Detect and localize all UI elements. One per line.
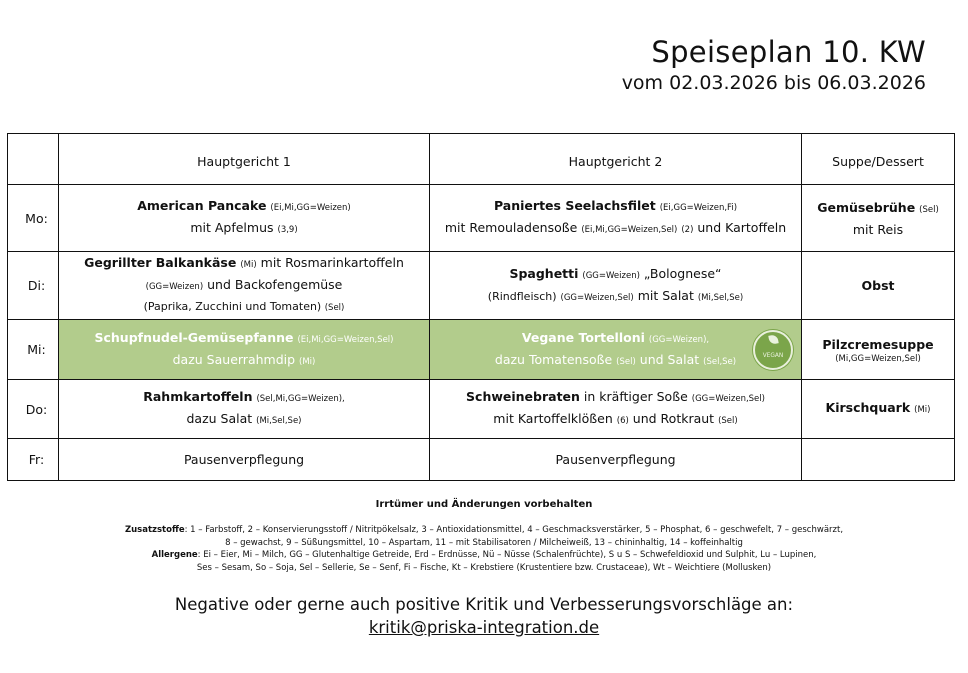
allergen-note: (GG=Weizen,Sel): [691, 394, 765, 404]
disclaimer: Irrtümer und Änderungen vorbehalten: [375, 499, 593, 510]
table-row-tuesday: [8, 252, 955, 320]
allergens-line-2: Ses – Sesam, So – Soja, Sel – Sellerie, Se – Senf, Fi – Fische, Kt – Krebstiere (Krustentiere bzw. Crustaceae), Wt – Weichtiere (Mollusken): [196, 562, 772, 573]
main1-cell: [59, 380, 430, 439]
allergen-note: (Mi): [914, 405, 931, 415]
column-header-main2: Hauptgericht 2: [430, 134, 802, 185]
allergen-note: (Mi): [240, 260, 257, 270]
allergen-note: (Mi,GG=Weizen,Sel): [835, 353, 921, 364]
allergens-text: : Ei – Eier, Mi – Milch, GG – Glutenhaltige Getreide, Erd – Erdnüsse, Nü – Nüsse (Schalenfrüchte), S u S – Schwefeldioxid und Sulphit, Lu – Lupinen,: [197, 550, 817, 560]
dish-name: Vegane Tortelloni: [521, 329, 645, 345]
soup-dessert-cell: [802, 320, 955, 380]
allergens-line-1: [0, 549, 968, 562]
main2-cell: [430, 252, 802, 320]
allergen-note: (Ei,Mi,GG=Weizen,Sel): [297, 334, 394, 345]
allergen-note: (GG=Weizen): [145, 282, 204, 292]
table-row-thursday: [8, 380, 955, 439]
additives-allergens-legend: [0, 524, 968, 574]
dish-name: Schupfnudel-Gemüsepfanne: [94, 329, 294, 345]
dish-name: American Pancake: [137, 198, 267, 213]
date-range: vom 02.03.2026 bis 06.03.2026: [621, 72, 926, 94]
dish-side: und Salat: [639, 351, 700, 367]
allergen-note: (GG=Weizen): [582, 270, 640, 281]
dish-side: (Paprika, Zucchini und Tomaten): [143, 300, 322, 313]
day-label: Fr:: [8, 439, 59, 481]
main2-cell: Pausenverpflegung: [430, 439, 802, 481]
dish-name: Spaghetti: [509, 265, 579, 281]
dish-name: Gemüsebrühe: [817, 199, 916, 215]
feedback-section: [0, 593, 968, 639]
page-title: Speiseplan 10. KW: [651, 35, 926, 69]
dish-name: Paniertes Seelachsfilet: [493, 198, 656, 213]
dish-side: dazu Tomatensoße: [494, 351, 613, 367]
allergen-note: (Sel): [919, 204, 939, 215]
dish-side: (Rindfleisch): [487, 289, 557, 303]
day-label: Di:: [8, 252, 59, 320]
allergen-note: (GG=Weizen),: [648, 334, 710, 345]
dish-side: mit Salat: [637, 287, 694, 303]
allergen-note: (Sel): [324, 303, 345, 313]
day-label: Mo:: [8, 185, 59, 252]
soup-dessert-cell-empty: [802, 439, 955, 481]
allergen-note: (Sel): [718, 416, 738, 426]
main2-cell: [430, 185, 802, 252]
leaf-icon: [768, 334, 778, 344]
allergen-note: (Ei,Mi,GG=Weizen,Sel): [581, 225, 678, 235]
dish-side: „Bolognese“: [643, 265, 722, 281]
main1-cell: [59, 185, 430, 252]
soup-dessert-cell: [802, 252, 955, 320]
allergen-note: (Sel,Mi,GG=Weizen),: [256, 394, 345, 404]
dish-side: mit Kartoffelklößen: [493, 411, 613, 426]
main1-cell: [59, 252, 430, 320]
additive-note: (3,9): [277, 225, 298, 235]
dish-side: mit Reis: [852, 221, 904, 237]
allergen-note: (Mi): [299, 356, 316, 367]
table-row-wednesday: [8, 320, 955, 380]
table-row-friday: [8, 439, 955, 481]
soup-dessert-cell: [802, 380, 955, 439]
soup-dessert-cell: [802, 185, 955, 252]
additives-text: : 1 – Farbstoff, 2 – Konservierungsstoff / Nitritpökelsalz, 3 – Antioxidationsmittel, 4 – Geschmacksverstärker, 5 – Phosphat, 6 – geschwefelt, 7 – geschwärzt,: [184, 525, 844, 535]
allergens-label: Allergene: [151, 550, 198, 560]
dish-name: Rahmkartoffeln: [143, 389, 253, 404]
dish-side: dazu Salat: [186, 411, 253, 426]
dish-side: dazu Sauerrahmdip: [172, 351, 296, 367]
dish-side: mit Remouladensoße: [444, 220, 578, 235]
dish-side: und Rotkraut: [632, 411, 715, 426]
main1-cell: Pausenverpflegung: [59, 439, 430, 481]
day-label: Do:: [8, 380, 59, 439]
additive-note: (2): [681, 225, 694, 235]
menu-table: [7, 133, 955, 481]
dish-side: und Kartoffeln: [697, 220, 787, 235]
allergen-note: (Mi,Sel,Se): [697, 292, 744, 303]
day-label: Mi:: [8, 320, 59, 380]
allergen-note: (Mi,Sel,Se): [256, 416, 302, 426]
header-empty-cell: [8, 134, 59, 185]
header: [622, 34, 926, 96]
dish-side: und Backofengemüse: [207, 277, 343, 292]
dish-side: mit Rosmarinkartoffeln: [260, 255, 404, 270]
dish-name: Schweinebraten: [466, 389, 580, 404]
vegan-badge-icon: [753, 330, 793, 370]
feedback-email-link[interactable]: kritik@priska-integration.de: [368, 618, 600, 637]
dish-name: Gegrillter Balkankäse: [84, 255, 237, 270]
allergen-note: (GG=Weizen,Sel): [560, 292, 634, 303]
main2-cell: [430, 380, 802, 439]
dish-name: Obst: [861, 278, 895, 293]
column-header-main1: Hauptgericht 1: [59, 134, 430, 185]
allergen-note: (Sel,Se): [703, 356, 737, 367]
feedback-text: Negative oder gerne auch positive Kritik und Verbesserungsvorschläge an:: [174, 595, 794, 614]
main2-cell-highlighted: [430, 320, 802, 380]
column-header-soup-dessert: Suppe/Dessert: [802, 134, 955, 185]
dish-name: Kirschquark: [825, 400, 911, 415]
additives-line-2: 8 – gewachst, 9 – Süßungsmittel, 10 – Aspartam, 11 – mit Stabilisatoren / Milcheiweiß, 13 – chininhaltig, 14 – koffeinhaltig: [225, 537, 743, 548]
dish-name: Pilzcremesuppe: [822, 336, 934, 352]
vegan-badge-text: VEGAN: [762, 350, 784, 359]
allergen-note: (Ei,GG=Weizen,Fi): [659, 203, 738, 213]
allergen-note: (Ei,Mi,GG=Weizen): [270, 203, 351, 213]
allergen-note: (Sel): [616, 356, 636, 367]
additive-note: (6): [616, 416, 629, 426]
additives-line-1: [0, 524, 968, 537]
main1-cell-highlighted: [59, 320, 430, 380]
table-header-row: [8, 134, 955, 185]
additives-label: Zusatzstoffe: [124, 525, 185, 535]
table-row-monday: [8, 185, 955, 252]
dish-side: mit Apfelmus: [190, 220, 274, 235]
dish-side: in kräftiger Soße: [583, 389, 688, 404]
